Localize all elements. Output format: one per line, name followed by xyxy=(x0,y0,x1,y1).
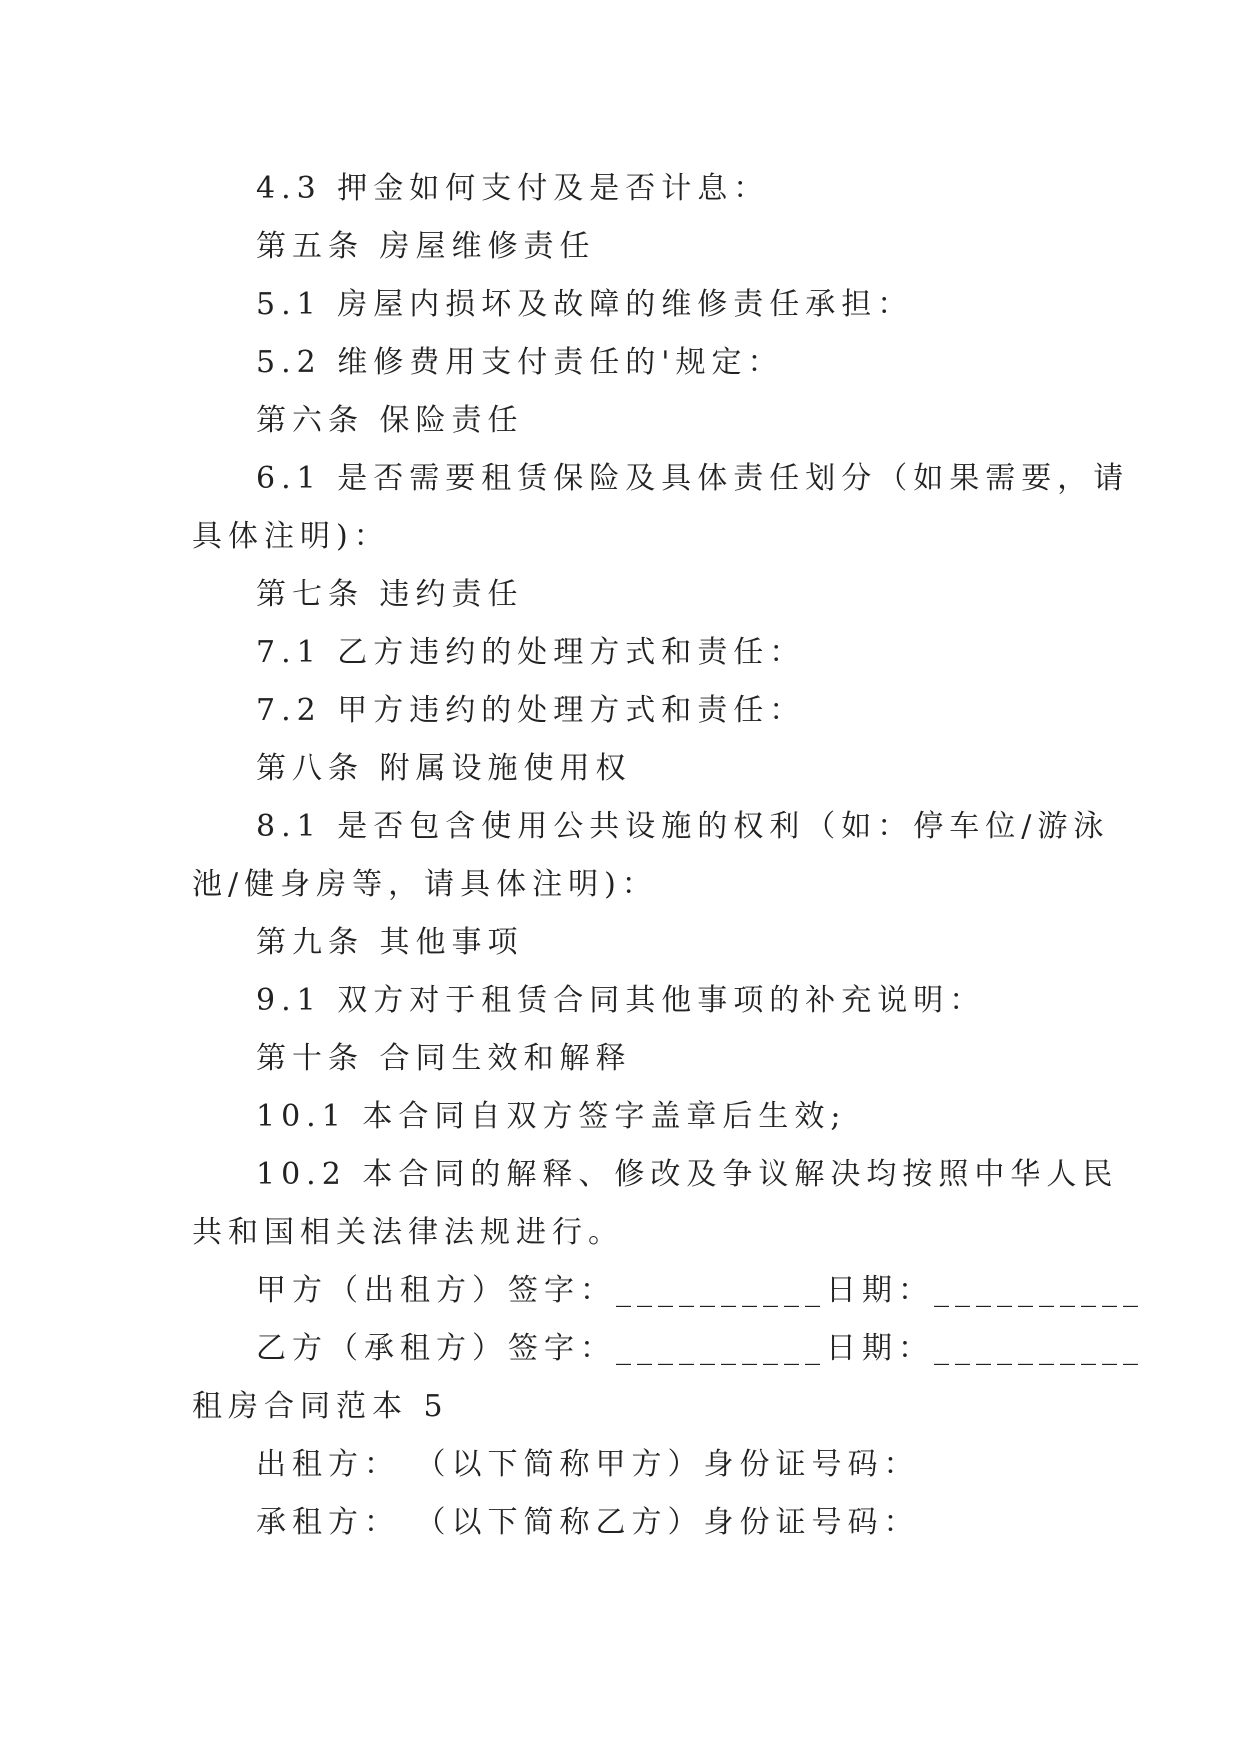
article-10-heading: 第十条 合同生效和解释 xyxy=(256,1041,632,1076)
clause-4-3-deposit-payment: 4.3 押金如何支付及是否计息： xyxy=(256,171,770,206)
landlord-info-line: 出租方： （以下简称甲方）身份证号码： xyxy=(256,1447,920,1482)
clause-7-2-landlord-breach: 7.2 甲方违约的处理方式和责任： xyxy=(256,693,806,728)
template-5-title: 租房合同范本 5 xyxy=(192,1389,449,1424)
article-8-heading: 第八条 附属设施使用权 xyxy=(256,751,632,786)
tenant-info-line: 承租方： （以下简称乙方）身份证号码： xyxy=(256,1505,920,1540)
article-6-heading: 第六条 保险责任 xyxy=(256,403,524,438)
tenant-signature-line: 乙方（承租方）签字：__________日期：__________ xyxy=(256,1331,1144,1366)
clause-5-1-repair-responsibility: 5.1 房屋内损坏及故障的维修责任承担： xyxy=(256,287,914,322)
document-body xyxy=(192,160,1144,1552)
landlord-signature-line: 甲方（出租方）签字：__________日期：__________ xyxy=(256,1273,1144,1308)
article-9-heading: 第九条 其他事项 xyxy=(256,925,524,960)
clause-10-2-interpretation: 10.2 本合同的解释、修改及争议解决均按照中华人民 xyxy=(256,1157,1119,1192)
article-7-heading: 第七条 违约责任 xyxy=(256,577,524,612)
clause-10-1-effective: 10.1 本合同自双方签字盖章后生效; xyxy=(256,1099,847,1134)
clause-8-1-continuation: 池/健身房等，请具体注明)： xyxy=(192,867,658,902)
clause-6-1-continuation: 具体注明)： xyxy=(192,519,390,554)
clause-5-2-repair-cost: 5.2 维修费用支付责任的'规定： xyxy=(256,345,784,380)
clause-8-1-facilities: 8.1 是否包含使用公共设施的权利（如：停车位/游泳 xyxy=(256,809,1110,844)
article-5-heading: 第五条 房屋维修责任 xyxy=(256,229,596,264)
clause-7-1-tenant-breach: 7.1 乙方违约的处理方式和责任： xyxy=(256,635,806,670)
clause-6-1-insurance: 6.1 是否需要租赁保险及具体责任划分（如果需要，请 xyxy=(256,461,1130,496)
clause-10-2-continuation: 共和国相关法律法规进行。 xyxy=(192,1215,624,1250)
clause-9-1-other-matters: 9.1 双方对于租赁合同其他事项的补充说明： xyxy=(256,983,986,1018)
